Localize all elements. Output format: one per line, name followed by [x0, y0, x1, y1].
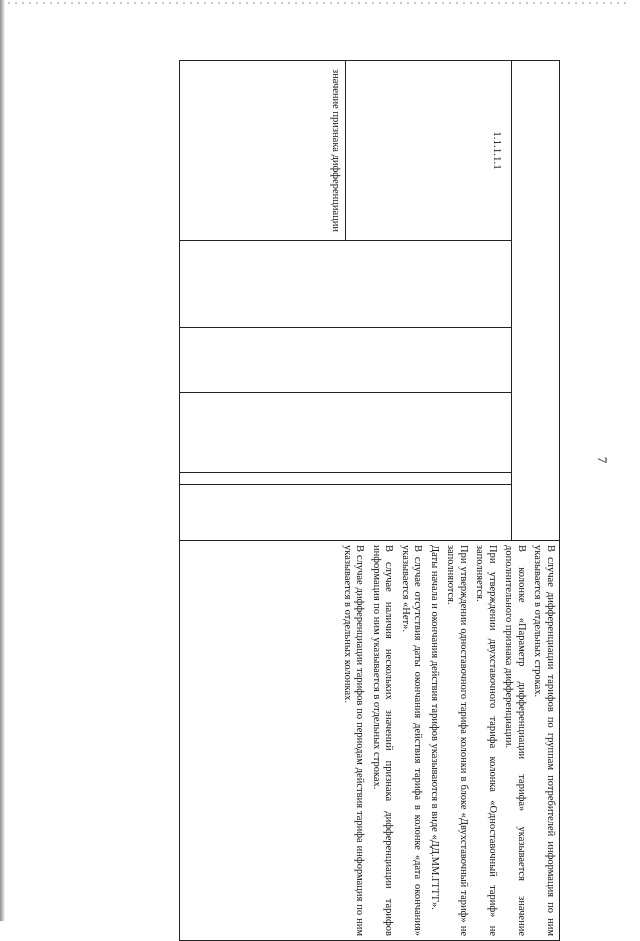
notes-cell — [180, 541, 560, 941]
row-label: значение признака дифференциации — [330, 68, 341, 233]
note-paragraph: В случае отсутствия даты окончания действия тарифа в колонке «дата окончания» указывается «Нет». — [400, 545, 424, 936]
note-paragraph: При утверждении двухставочного тарифа колонка «Одноставочный тариф» не заполняется. — [474, 545, 498, 936]
scan-noise-line — [8, 2, 628, 4]
row-code: 1.1.1.1.1 — [345, 61, 511, 240]
code-and-label-cell — [180, 61, 512, 241]
note-paragraph: В случае наличия нескольких значений признака дифференциации тарифов информация по ним указывается в отдельных строках. — [371, 545, 395, 936]
table-row-top — [512, 61, 560, 941]
scan-edge-shadow — [0, 0, 5, 921]
code-label-stack — [180, 61, 511, 240]
tariff-table — [179, 60, 560, 941]
table-cell-empty — [180, 473, 512, 485]
table-cell-empty — [180, 241, 512, 328]
table-cell-empty — [180, 393, 512, 473]
page-number: 7 — [595, 456, 610, 464]
table-cell-empty — [180, 328, 512, 393]
note-paragraph: В случае дифференциации тарифов по периодам действия тарифа информация по ним указывается в отдельных колонках. — [342, 545, 366, 936]
note-paragraph: Даты начала и окончания действия тарифов указываются в виде «ДД.ММ.ГГГГ». — [429, 545, 440, 910]
note-paragraph: При утверждении одноставочного тарифа колонки в блоке «Двухставочный тариф» не заполняются. — [445, 545, 469, 936]
note-paragraph: В случае дифференциации тарифов по группам потребителей информация по ним указывается в отдельных строках. — [532, 545, 556, 936]
rotated-table-wrapper — [180, 60, 560, 940]
table-cell-top-left — [512, 61, 560, 541]
table-cell-empty — [180, 485, 512, 541]
rotated-table-inner — [180, 60, 560, 940]
note-paragraph: В колонке «Параметр дифференциации тарифа» указывается значение дополнительного признака дифференциации. — [503, 545, 527, 936]
